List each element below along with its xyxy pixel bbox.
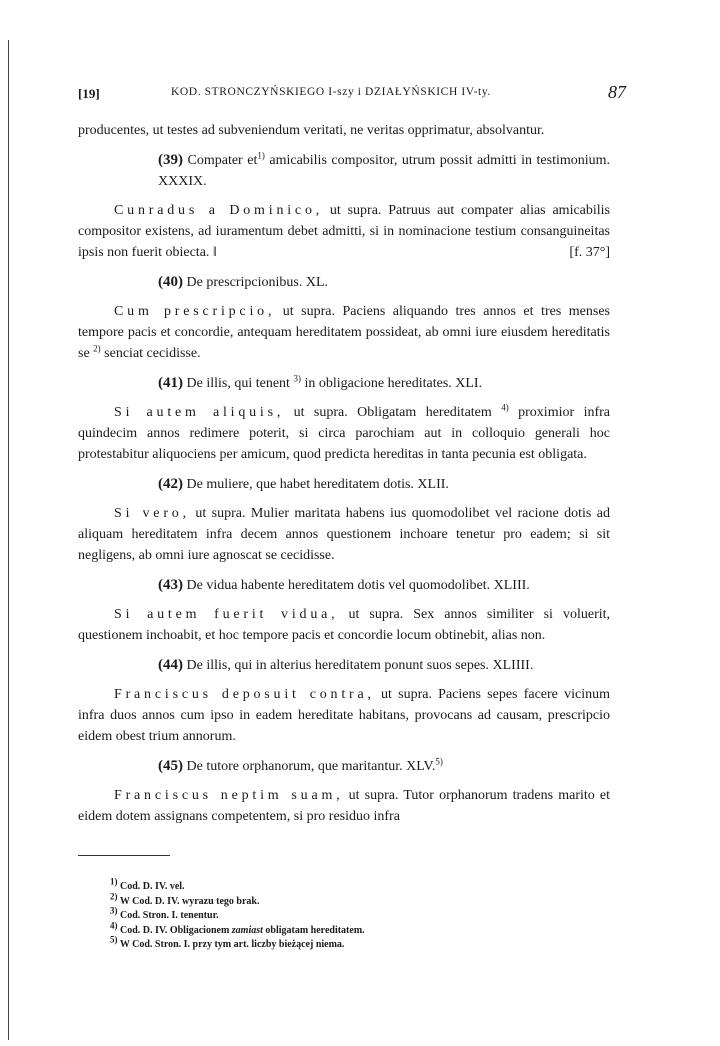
footnote-ref: 3) (293, 373, 301, 384)
running-title: KOD. STRONCZYŃSKIEGO I-szy i DZIAŁYŃSKICH IV-ty. (171, 86, 491, 98)
footnote-ref: 5) (435, 756, 443, 767)
footnote-ref: 4) (501, 402, 509, 413)
footnote-divider (78, 855, 170, 856)
article-heading: (41) De illis, qui tenent $^{3)}$ in obligacione hereditates. XLI. (158, 373, 483, 391)
section-number: [19] (78, 86, 100, 101)
article-heading: (45) De tutore orphanorum, que maritantur. XLV.$^{5)}$ (158, 756, 443, 774)
article-number: (41) (158, 375, 183, 391)
paragraph: Franciscus neptim suam, ut supra. Tutor orphanorum tradens marito et eidem dotem assignans competentem, si pro residuo infra (78, 788, 610, 824)
paragraph: Franciscus deposuit contra, ut supra. Paciens sepes facere vicinum infra duos annos cum ipso in eadem hereditate habitans, provocans ad causam, prescripcio eidem obest trium annorum. (78, 687, 610, 744)
incipit: Franciscus neptim suam, (114, 788, 344, 803)
paragraph: Cunradus a Dominico, ut supra. Patruus aut compater alias amicabilis compositor existens, ad iuramentum debet admitti, si in nominacione testium consanguineitas ipsis non fuerit obiecta. ‖ [f. 37°] (78, 200, 610, 263)
incipit: Si autem fuerit vidua, (114, 607, 339, 622)
footnote: $^{1)}$ Cod. D. IV. vel. (110, 876, 185, 892)
footnote: $^{2)}$ W Cod. D. IV. wyrazu tego brak. (110, 891, 260, 907)
incipit: Si vero, (114, 506, 190, 521)
incipit: Cunradus a Dominico, (114, 203, 324, 218)
article-number: (44) (158, 657, 183, 673)
folio-marginal: [f. 37°] (569, 245, 610, 260)
scan-margin-line (8, 40, 9, 1040)
page-number: 87 (608, 82, 626, 102)
article-number: (42) (158, 476, 183, 492)
footnote-ref: 1) (257, 150, 265, 161)
paragraph: producentes, ut testes ad subveniendum veritati, ne veritas opprimatur, absolvantur. (78, 123, 545, 138)
article-heading: (43) De vidua habente hereditatem dotis vel quomodolibet. XLIII. (158, 577, 530, 593)
article-heading: (40) De prescripcionibus. XL. (158, 274, 329, 290)
article-heading: (42) De muliere, que habet hereditatem dotis. XLII. (158, 476, 449, 492)
paragraph: Si autem aliquis, ut supra. Obligatam hereditatem $^{4)}$ proximior infra quindecim annos redimere poterit, si circa parochiam aut in colloquio generali hoc protestabitur aliquociens per amicum, quod predicta hereditas in tanta pecunia est obligata. (78, 402, 610, 462)
footnote: $^{5)}$ W Cod. Stron. I. przy tym art. liczby bieżącej niema. (110, 934, 345, 950)
article-number: (43) (158, 577, 183, 593)
page-header (78, 80, 626, 104)
footnotes (110, 876, 550, 953)
paragraph: Cum prescripcio, ut supra. Paciens aliquando tres annos et tres menses tempore pacis et concordie, antequam hereditatem possideat, ab omni iure eiusdem hereditatis se $^{2)}$ senciat cecidisse. (78, 304, 610, 361)
incipit: Franciscus deposuit contra, (114, 687, 375, 702)
article-number: (45) (158, 758, 183, 774)
incipit: Si autem aliquis, (114, 405, 285, 420)
article-number: (39) (158, 152, 183, 168)
footnote-ref: 2) (93, 343, 101, 354)
paragraph: Si autem fuerit vidua, ut supra. Sex annos similiter si voluerit, questionem inchoabit, et hoc tempore pacis et concordie locum obtinebit, alias non. (78, 607, 611, 643)
article-number: (40) (158, 274, 183, 290)
footnote: $^{3)}$ Cod. Stron. I. tenentur. (110, 905, 219, 921)
article-heading: (44) De illis, qui in alterius hereditatem ponunt suos sepes. XLIIII. (158, 657, 534, 673)
main-text (78, 120, 610, 836)
incipit: Cum prescripcio, (114, 304, 276, 319)
footnote: $^{4)}$ Cod. D. IV. Obligacionem zamiast obligatam hereditatem. (110, 920, 365, 936)
article-heading: (39) Compater $et^{1)}$ amicabilis compositor, utrum possit admitti in testimonium. XXXIX. (158, 150, 611, 189)
paragraph: Si vero, ut supra. Mulier maritata habens ius quomodolibet vel racione dotis ad aliquam hereditatem infra decem annos questionem inchoare tenetur pro eadem; si sit negligens, ab omni iure agnoscat se cecidisse. (78, 506, 611, 563)
